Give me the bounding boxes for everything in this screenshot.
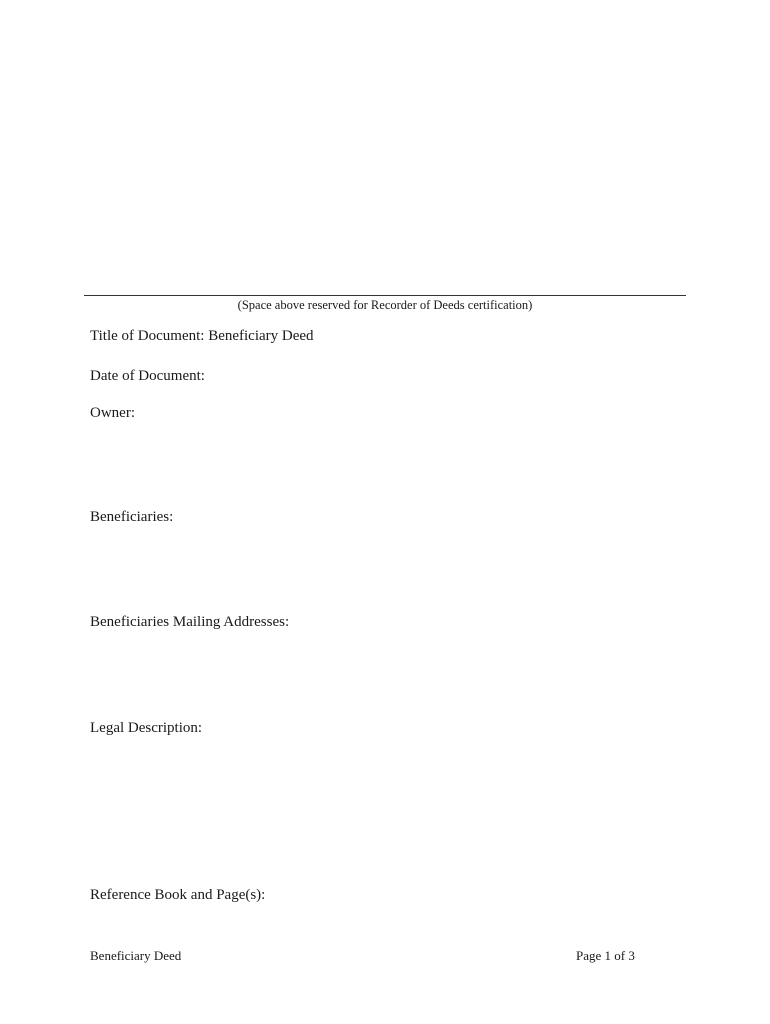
footer-page-number: Page 1 of 3 [576, 948, 635, 963]
reserved-space-note: (Space above reserved for Recorder of Deeds certification) [237, 298, 533, 312]
date-of-document-label: Date of Document: [90, 368, 205, 384]
legal-description-label: Legal Description: [90, 720, 203, 736]
beneficiaries-label: Beneficiaries: [90, 509, 174, 525]
beneficiaries-mailing-addresses-label: Beneficiaries Mailing Addresses: [90, 614, 290, 630]
title-of-document-label: Title of Document: Beneficiary Deed [90, 328, 314, 344]
reference-book-and-pages-label: Reference Book and Page(s): [90, 887, 266, 903]
footer-document-name: Beneficiary Deed [90, 948, 182, 963]
owner-label: Owner: [90, 405, 135, 421]
reserved-space-divider [84, 295, 686, 296]
